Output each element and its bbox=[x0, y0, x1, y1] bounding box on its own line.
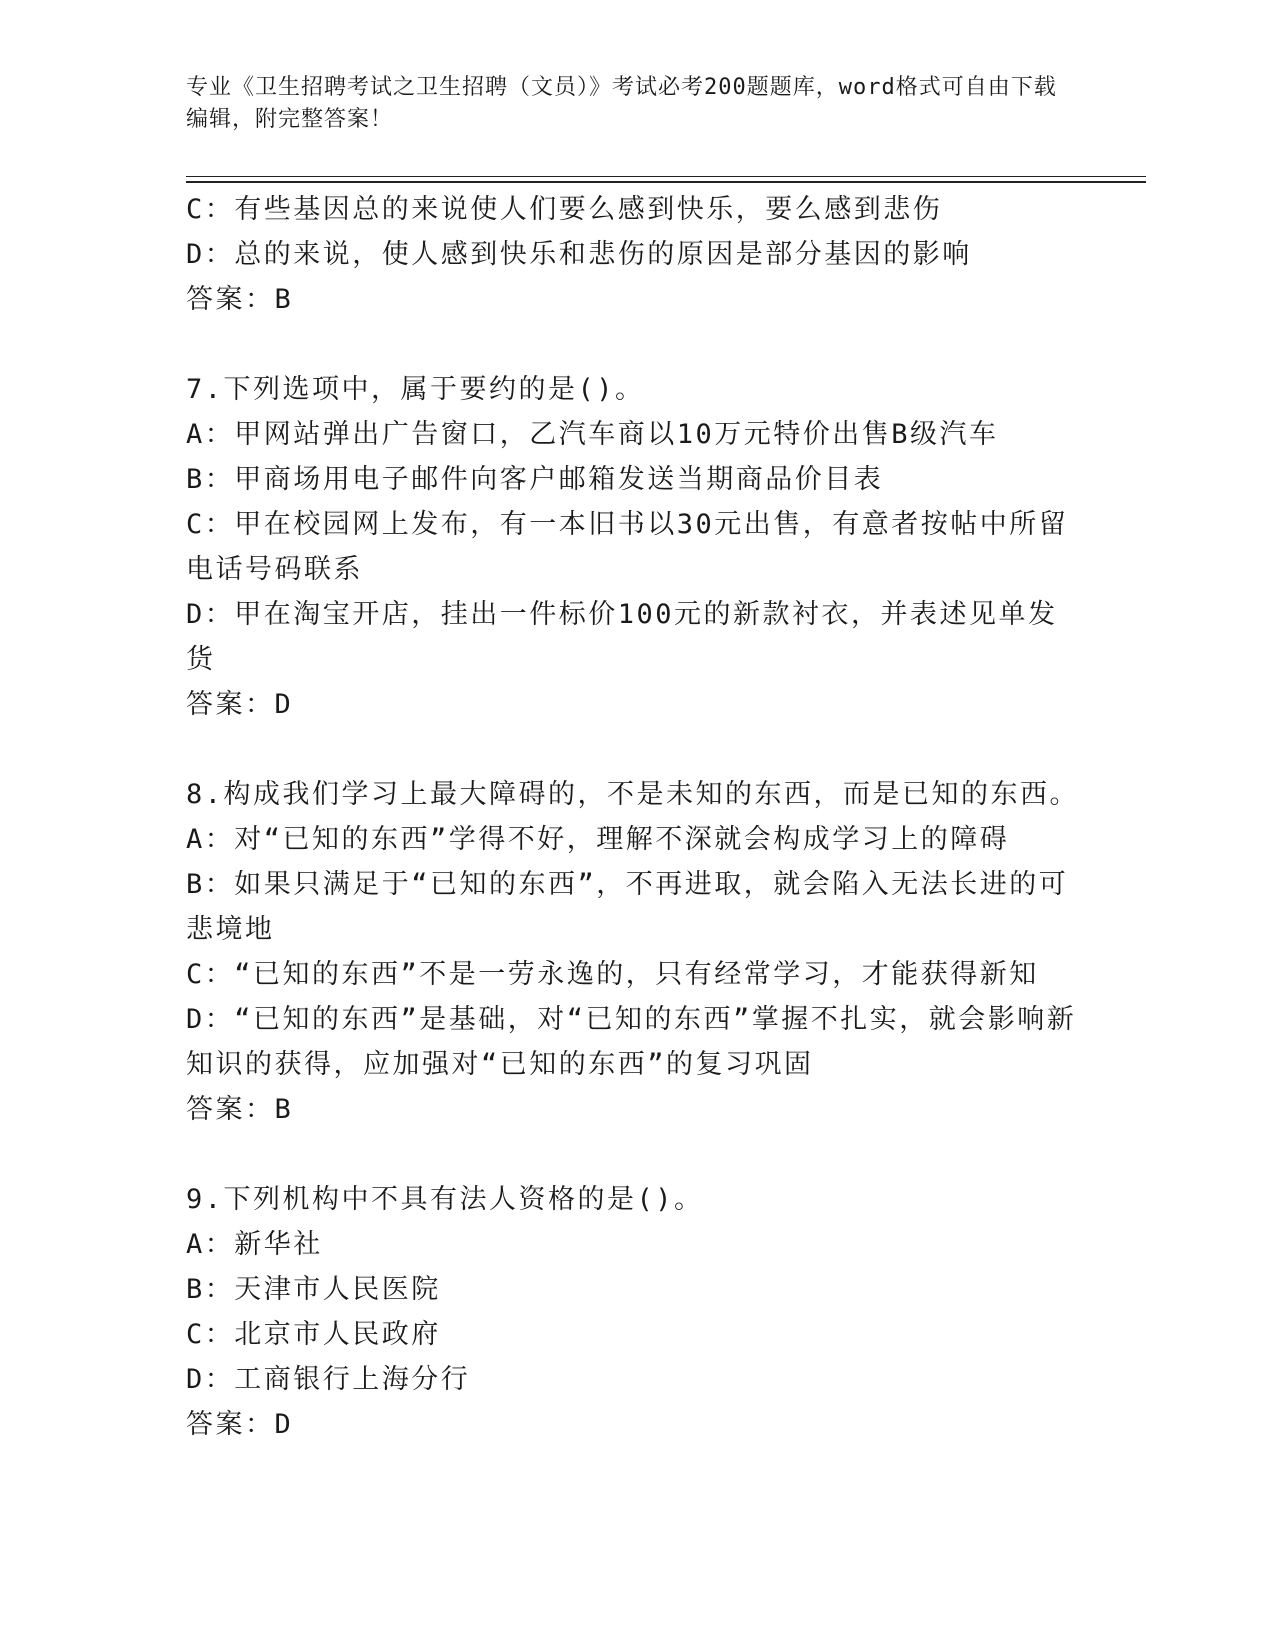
question-content bbox=[186, 187, 1086, 1447]
header-rule-thin bbox=[186, 176, 1146, 177]
answer: 答案：D bbox=[186, 1409, 294, 1440]
option-d: D：甲在淘宝开店，挂出一件标价100元的新款衬衣，并表述见单发货 bbox=[186, 599, 1058, 675]
question-stem: 9.下列机构中不具有法人资格的是()。 bbox=[186, 1184, 704, 1215]
option-c: C：有些基因总的来说使人们要么感到快乐，要么感到悲伤 bbox=[186, 194, 943, 225]
option-d: D：工商银行上海分行 bbox=[186, 1364, 471, 1395]
question-block-6 bbox=[186, 187, 1086, 322]
option-c: C：“已知的东西”不是一劳永逸的，只有经常学习，才能获得新知 bbox=[186, 959, 1039, 990]
question-block-9 bbox=[186, 1177, 1086, 1447]
option-c: C：甲在校园网上发布，有一本旧书以30元出售，有意者按帖中所留电话号码联系 bbox=[186, 509, 1069, 585]
spacer bbox=[186, 727, 1086, 772]
option-a: A：新华社 bbox=[186, 1229, 323, 1260]
answer: 答案：B bbox=[186, 1094, 294, 1125]
spacer bbox=[186, 322, 1086, 367]
option-b: B：天津市人民医院 bbox=[186, 1274, 441, 1305]
question-block-8 bbox=[186, 772, 1086, 1132]
option-a: A：对“已知的东西”学得不好，理解不深就会构成学习上的障碍 bbox=[186, 824, 1010, 855]
option-c: C：北京市人民政府 bbox=[186, 1319, 441, 1350]
option-a: A：甲网站弹出广告窗口，乙汽车商以10万元特价出售B级汽车 bbox=[186, 419, 999, 450]
question-stem: 7.下列选项中，属于要约的是()。 bbox=[186, 374, 645, 405]
answer: 答案：B bbox=[186, 284, 294, 315]
header-rule-thick bbox=[186, 181, 1146, 183]
answer: 答案：D bbox=[186, 689, 294, 720]
spacer bbox=[186, 1132, 1086, 1177]
option-b: B：甲商场用电子邮件向客户邮箱发送当期商品价目表 bbox=[186, 464, 884, 495]
question-block-7 bbox=[186, 367, 1086, 727]
page-header: 专业《卫生招聘考试之卫生招聘（文员）》考试必考200题题库，word格式可自由下载编辑，附完整答案！ bbox=[186, 75, 1057, 132]
option-d: D：总的来说，使人感到快乐和悲伤的原因是部分基因的影响 bbox=[186, 239, 972, 270]
option-d: D：“已知的东西”是基础，对“已知的东西”掌握不扎实，就会影响新知识的获得，应加强对“已知的东西”的复习巩固 bbox=[186, 1004, 1077, 1080]
question-stem: 8.构成我们学习上最大障碍的，不是未知的东西，而是已知的东西。 bbox=[186, 779, 1080, 810]
option-b: B：如果只满足于“已知的东西”，不再进取，就会陷入无法长进的可悲境地 bbox=[186, 869, 1069, 945]
